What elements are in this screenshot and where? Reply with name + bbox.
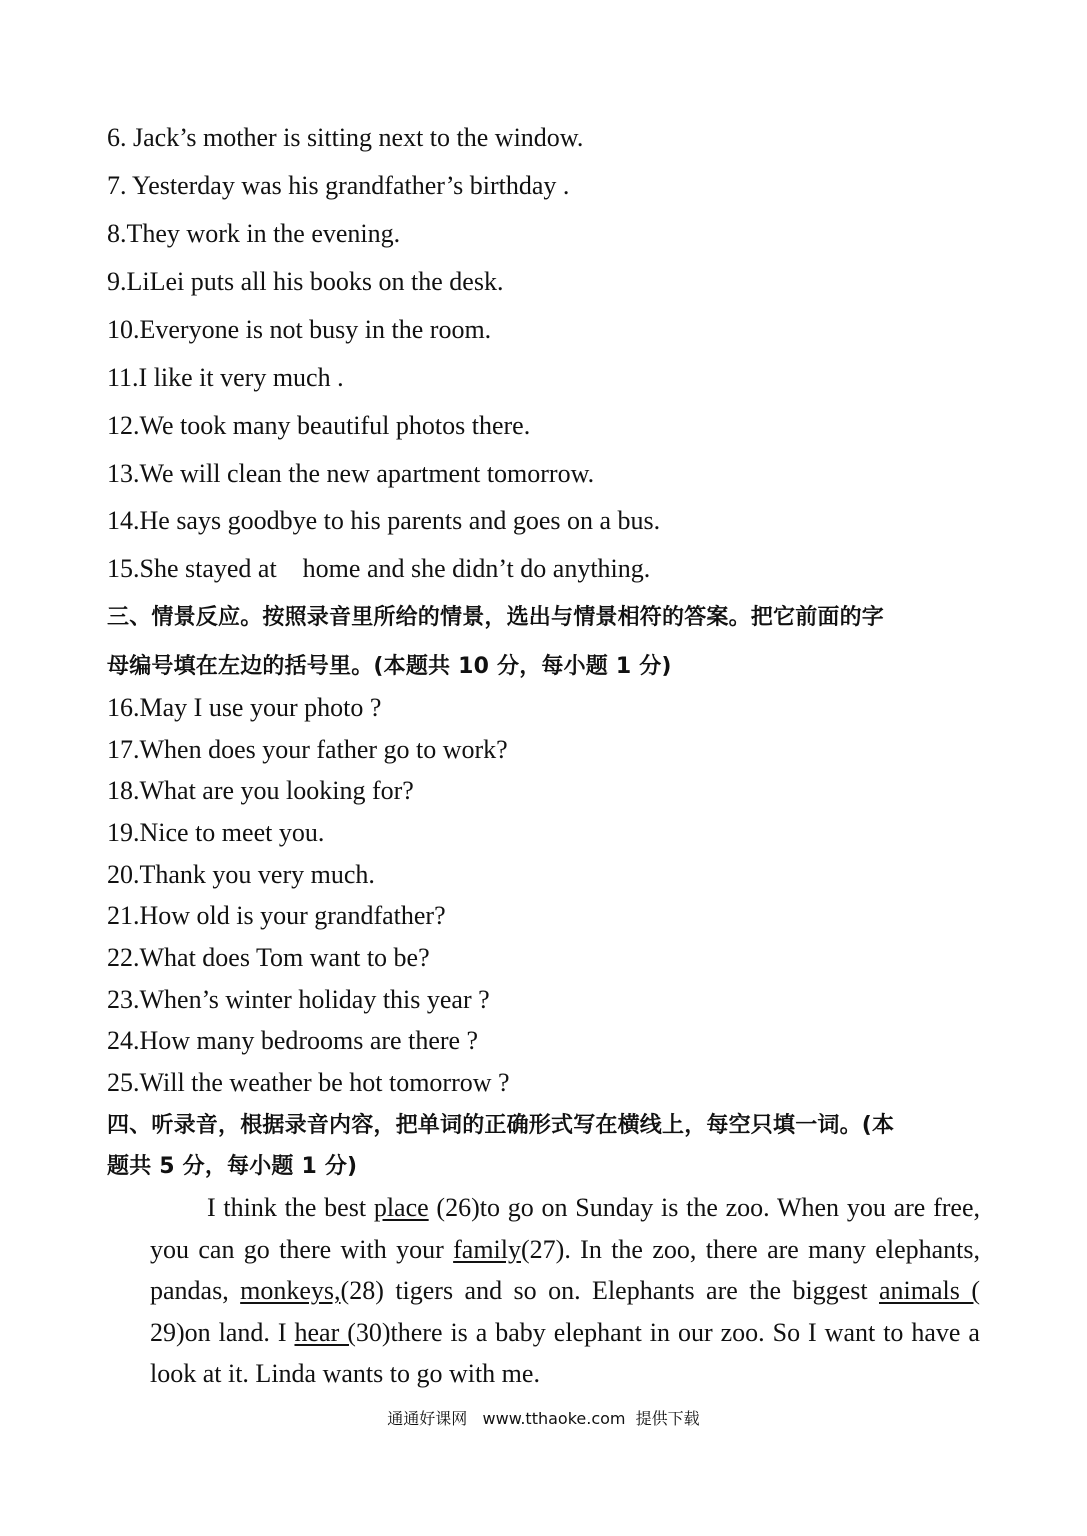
passage-text: I think the best xyxy=(207,1193,374,1222)
answer-word-29: animals ( xyxy=(879,1276,980,1305)
sentence-item-10: 10.Everyone is not busy in the room. xyxy=(107,315,492,344)
sentence-item-11: 11.I like it very much . xyxy=(107,363,344,392)
question-item-18: 18.What are you looking for? xyxy=(107,776,414,805)
sentence-item-13: 13.We will clean the new apartment tomorrow. xyxy=(107,459,595,488)
question-item-17: 17.When does your father go to work? xyxy=(107,735,508,764)
section-4-heading-line-2: 题共 5 分，每小题 1 分) xyxy=(107,1154,358,1179)
question-item-16: 16.May I use your photo ? xyxy=(107,693,382,722)
passage-paragraph xyxy=(150,1187,980,1395)
section-3-heading-line-2: 母编号填在左边的括号里。(本题共 10 分，每小题 1 分) xyxy=(107,654,672,679)
question-item-22: 22.What does Tom want to be? xyxy=(107,943,430,972)
question-item-25: 25.Will the weather be hot tomorrow ? xyxy=(107,1068,510,1097)
sentence-item-15: 15.She stayed at home and she didn’t do anything. xyxy=(107,554,651,583)
answer-word-27: family xyxy=(453,1234,521,1264)
sentence-item-8: 8.They work in the evening. xyxy=(107,219,401,248)
section-4-heading-line-1: 四、听录音，根据录音内容，把单词的正确形式写在横线上，每空只填一词。(本 xyxy=(107,1113,895,1138)
sentence-item-14: 14.He says goodbye to his parents and goes on a bus. xyxy=(107,506,661,535)
section-3-heading-line-1: 三、情景反应。按照录音里所给的情景，选出与情景相符的答案。把它前面的字 xyxy=(107,605,885,630)
answer-word-28: monkeys, xyxy=(240,1276,341,1305)
question-item-20: 20.Thank you very much. xyxy=(107,860,375,889)
passage-text: (26)to go on Sunday is the zoo. When you are free, you can go there with your xyxy=(150,1193,980,1264)
sentence-item-9: 9.LiLei puts all his books on the desk. xyxy=(107,267,504,296)
sentence-item-7: 7. Yesterday was his grandfather’s birthday . xyxy=(107,171,570,200)
sentence-item-12: 12.We took many beautiful photos there. xyxy=(107,411,531,440)
passage-text: (28) tigers and so on. Elephants are the biggest xyxy=(340,1276,880,1305)
passage-text: (27). In the zoo, there are many elephants, pandas, xyxy=(150,1234,980,1305)
answer-word-30: hear ( xyxy=(294,1317,356,1347)
page-footer: 通通好课网 www.tthaoke.com 提供下载 xyxy=(387,1409,700,1428)
question-item-23: 23.When’s winter holiday this year ? xyxy=(107,985,490,1014)
question-item-19: 19.Nice to meet you. xyxy=(107,818,325,847)
question-item-24: 24.How many bedrooms are there ? xyxy=(107,1026,479,1055)
passage-text: 30)there is a baby elephant in our zoo. So I want to have a look at it. Linda wants to go with me. xyxy=(150,1317,980,1388)
question-item-21: 21.How old is your grandfather? xyxy=(107,901,446,930)
passage-text: 29)on land. I xyxy=(150,1317,295,1347)
sentence-item-6: 6. Jack’s mother is sitting next to the window. xyxy=(107,123,584,152)
answer-word-26: place xyxy=(373,1193,429,1222)
